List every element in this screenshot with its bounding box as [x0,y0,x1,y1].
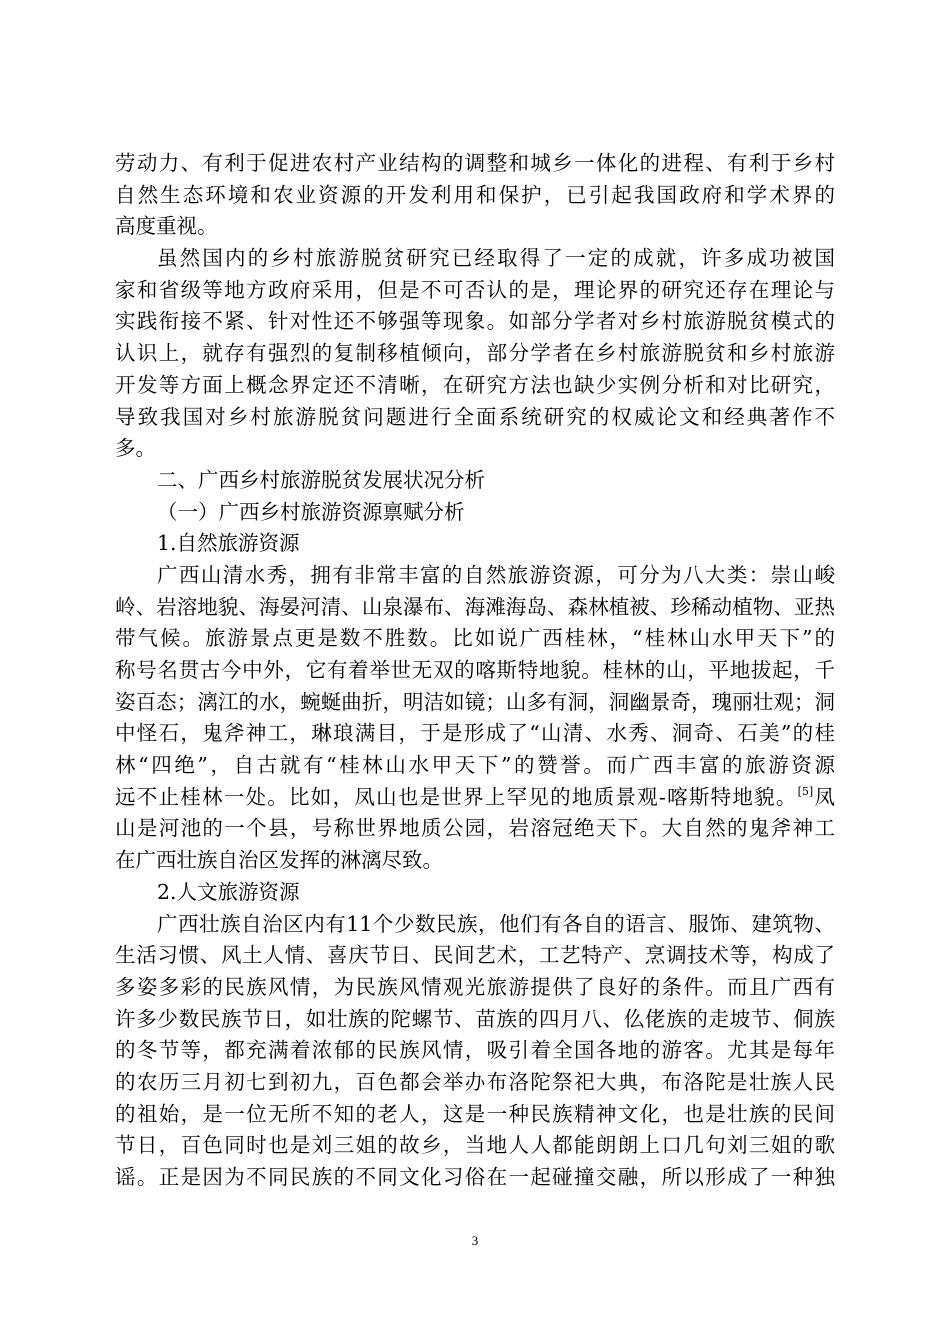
text-line: 劳动力、有利于促进农村产业结构的调整和城乡一体化的进程、有利于乡村 [115,151,835,175]
text-line: 姿百态；漓江的水，蜿蜒曲折，明洁如镜；山多有洞，洞幽景奇，瑰丽壮观；洞 [115,689,835,714]
text-line: 称号名贯古今中外，它有着举世无双的喀斯特地貌。桂林的山，平地拔起，千 [115,658,835,682]
text-line: 林“四绝”，自古就有“桂林山水甲天下”的赞誉。而广西丰富的旅游资源 [115,753,835,778]
text-line: 山是河池的一个县，号称世界地质公园，岩溶冠绝天下。大自然的鬼斧神工 [115,816,835,841]
text-line: 的冬节等，都充满着浓郁的民族风情，吸引着全国各地的游客。尤其是每年 [115,1038,835,1063]
text-line: 家和省级等地方政府采用，但是不可否认的是，理论界的研究还存在理论与 [115,277,835,302]
text-line: 带气候。旅游景点更是数不胜数。比如说广西桂林，“桂林山水甲天下”的 [115,626,835,651]
text-line: 高度重视。 [115,214,218,239]
text-line: 实践衔接不紧、针对性还不够强等现象。如部分学者对乡村旅游脱贫模式的 [115,309,835,334]
text-line: 中怪石，鬼斧神工，琳琅满目，于是形成了“山清、水秀、洞奇、石美”的桂 [115,721,835,746]
paragraph-start-line: 广西壮族自治区内有11个少数民族，他们有各自的语言、服饰、建筑物、 [157,911,835,936]
subsubsection-heading: 2.人文旅游资源 [157,879,300,904]
text-line: 岭、岩溶地貌、海晏河清、山泉瀑布、海滩海岛、森林植被、珍稀动植物、亚热 [115,594,835,619]
section-heading: 二、广西乡村旅游脱贫发展状况分析 [157,467,485,492]
paragraph-start-line: 虽然国内的乡村旅游脱贫研究已经取得了一定的成就，许多成功被国 [157,246,835,271]
text-line: 节日，百色同时也是刘三姐的故乡，当地人人都能朗朗上口几句刘三姐的歌 [115,1133,835,1158]
subsection-heading: （一）广西乡村旅游资源禀赋分析 [157,499,465,524]
text-line-with-citation [115,782,835,814]
paragraph-start-line: 广西山清水秀，拥有非常丰富的自然旅游资源，可分为八大类：崇山峻 [157,562,835,587]
text-line: 多姿多彩的民族风情，为民族风情观光旅游提供了良好的条件。而且广西有 [115,974,835,999]
body-text [115,148,835,1194]
text-segment: 远不止桂林一处。比如，凤山也是世界上罕见的地质景观-喀斯特地貌。 [115,784,798,809]
page-number: 3 [471,1233,479,1248]
text-line: 导致我国对乡村旅游脱贫问题进行全面系统研究的权威论文和经典著作不 [115,404,835,429]
text-line: 的祖始，是一位无所不知的老人，这是一种民族精神文化，也是壮族的民间 [115,1101,835,1126]
citation-mark: [5] [797,784,814,798]
text-line: 的农历三月初七到初九，百色都会举办布洛陀祭祀大典，布洛陀是壮族人民 [115,1069,835,1094]
subsubsection-heading: 1.自然旅游资源 [157,531,300,556]
text-line: 多。 [115,436,156,461]
text-line: 谣。正是因为不同民族的不同文化习俗在一起碰撞交融，所以形成了一种独 [115,1165,835,1189]
text-line: 开发等方面上概念界定还不清晰，在研究方法也缺少实例分析和对比研究， [115,372,835,397]
text-segment: 凤 [813,784,835,809]
text-line: 自然生态环境和农业资源的开发利用和保护，已引起我国政府和学术界的 [115,182,835,207]
text-line: 许多少数民族节日，如壮族的陀螺节、苗族的四月八、仫佬族的走坡节、侗族 [115,1006,835,1031]
text-line: 认识上，就存有强烈的复制移植倾向，部分学者在乡村旅游脱贫和乡村旅游 [115,341,835,366]
text-line: 生活习惯、风土人情、喜庆节日、民间艺术，工艺特产、烹调技术等，构成了 [115,943,835,968]
text-line: 在广西壮族自治区发挥的淋漓尽致。 [115,848,443,873]
